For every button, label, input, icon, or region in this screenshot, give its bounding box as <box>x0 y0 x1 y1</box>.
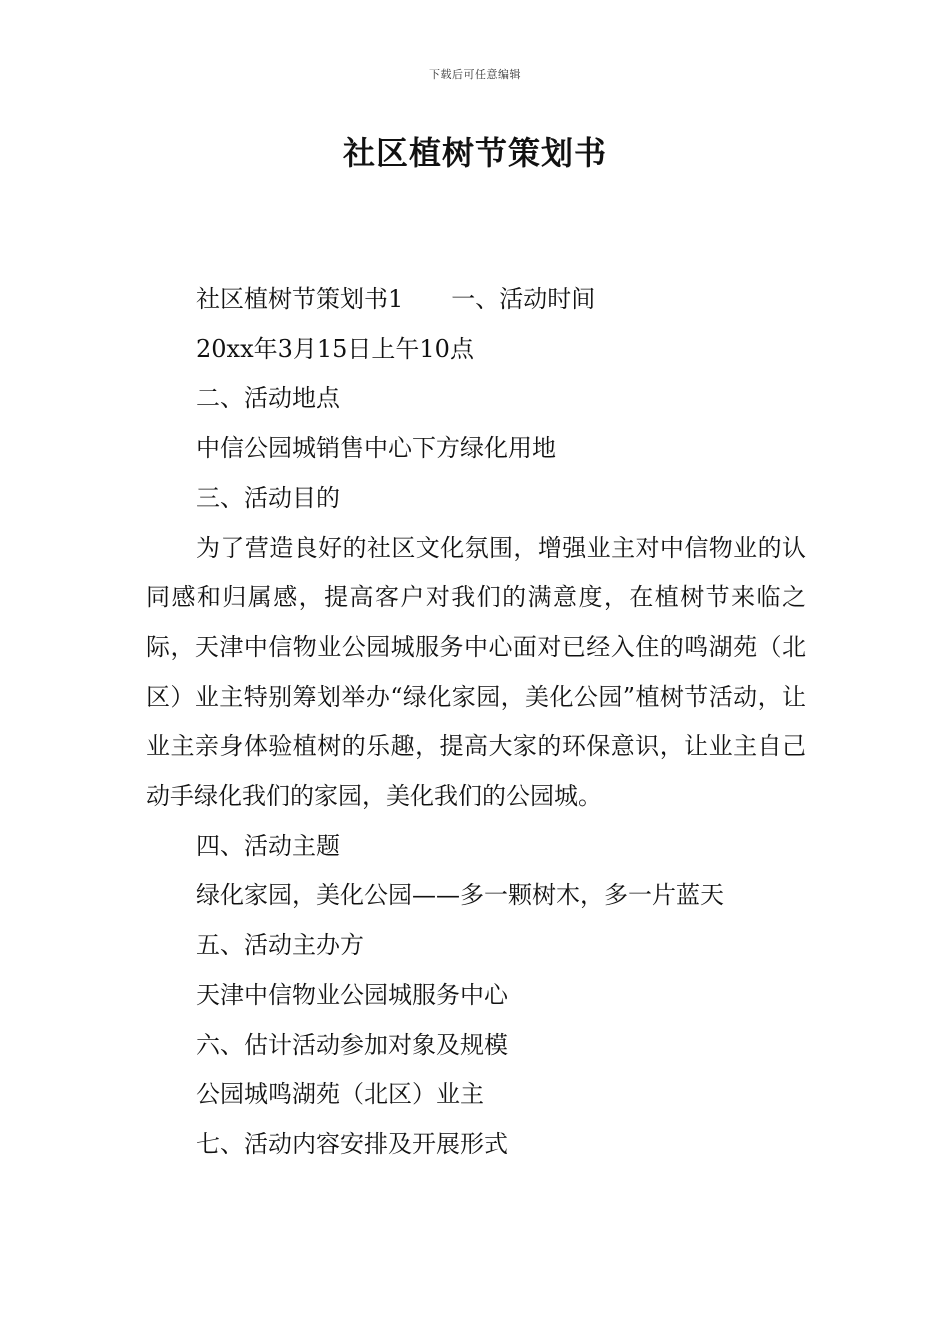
section-heading-content: 七、活动内容安排及开展形式 <box>196 1129 508 1158</box>
activity-theme-value: 绿化家园，美化公园——多一颗树木，多一片蓝天 <box>196 881 724 910</box>
page-header-note: 下载后可任意编辑 <box>429 68 521 81</box>
section-heading-time: 一、活动时间 <box>451 285 596 313</box>
section-heading-organizer: 五、活动主办方 <box>196 931 364 960</box>
plan-label: 社区植树节策划书1 <box>196 285 404 313</box>
activity-purpose-paragraph: 为了营造良好的社区文化氛围，增强业主对中信物业的认同感和归属感，提高客户对我们的满意度，在植树节来临之际，天津中信物业公园城服务中心面对已经入住的鸣湖苑（北区）业主特别筹划举办“绿化家园，美化公园”植树节活动，让业主亲身体验植树的乐趣，提高大家的环保意识，让业主自己动手绿化我们的家园，美化我们的公园城。 <box>146 533 806 811</box>
section-heading-theme: 四、活动主题 <box>196 831 340 860</box>
intro-line <box>146 275 806 325</box>
activity-location-value: 中信公园城销售中心下方绿化用地 <box>196 434 556 463</box>
document-title: 社区植树节策划书 <box>342 134 607 172</box>
section-heading-purpose: 三、活动目的 <box>196 483 340 512</box>
activity-participants-value: 公园城鸣湖苑（北区）业主 <box>196 1080 484 1109</box>
section-heading-location: 二、活动地点 <box>196 384 340 413</box>
section-heading-participants: 六、估计活动参加对象及规模 <box>196 1030 508 1059</box>
activity-organizer-value: 天津中信物业公园城服务中心 <box>196 980 508 1009</box>
document-body <box>146 275 806 1170</box>
activity-time-value: 20xx年3月15日上午10点 <box>196 334 474 363</box>
